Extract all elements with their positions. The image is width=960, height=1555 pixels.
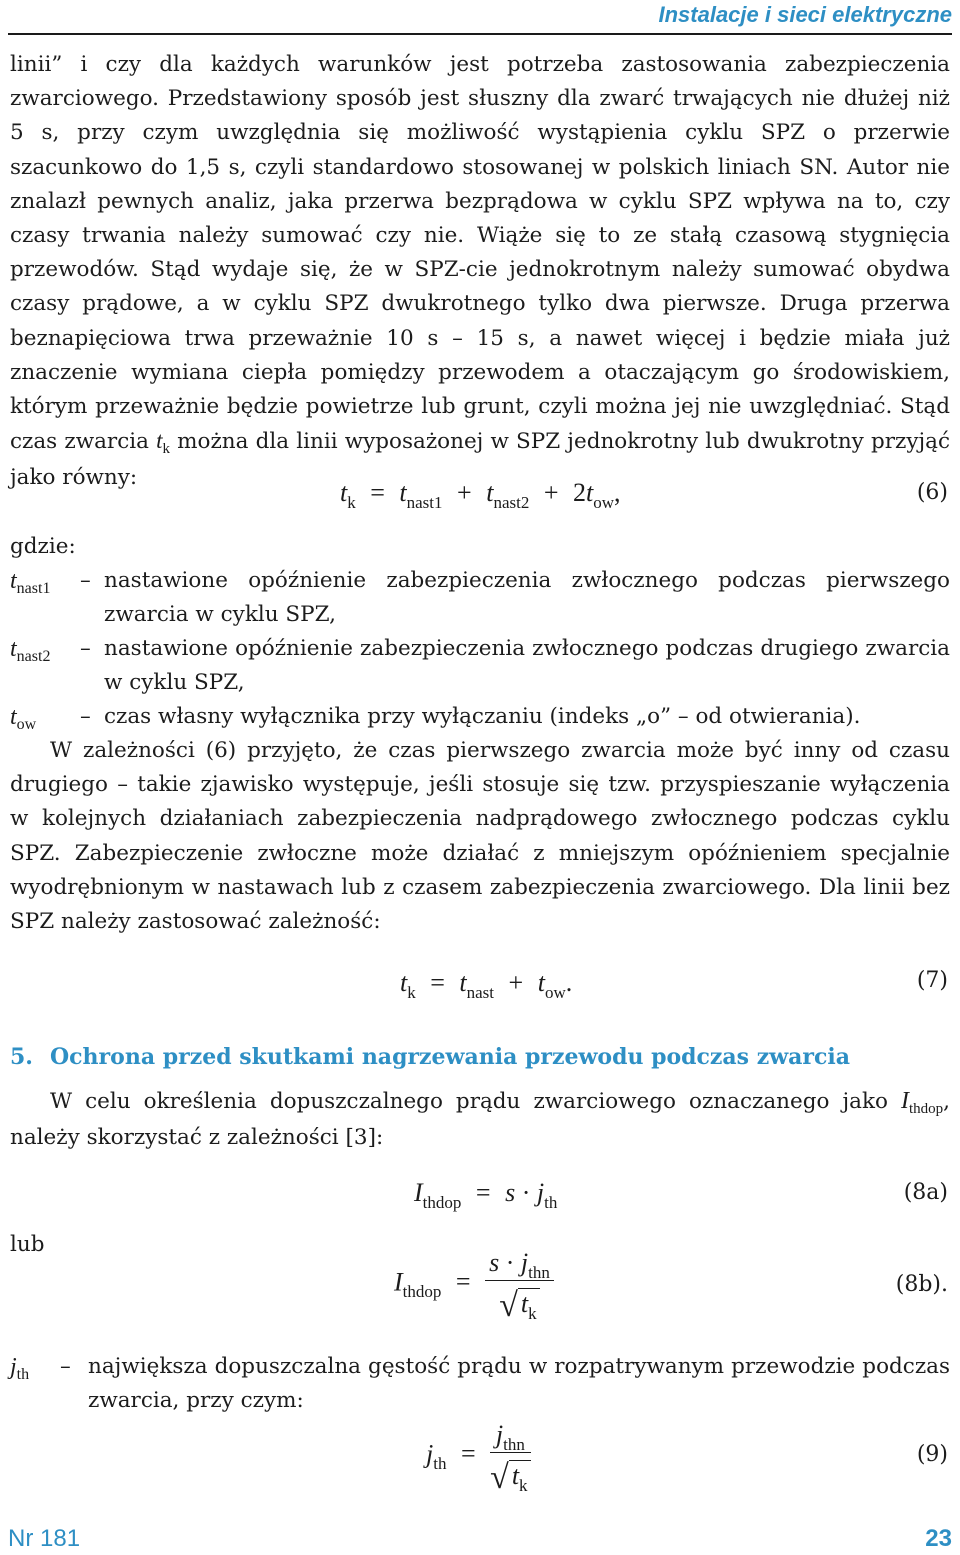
equation-9 — [426, 1420, 531, 1496]
eq8a-j-sub: th — [544, 1193, 558, 1212]
ithdop-subscript: thdop — [908, 1101, 944, 1117]
eq9-equals: = — [460, 1439, 476, 1469]
legend-symbol: t — [10, 636, 17, 662]
eq7-plus: + — [508, 968, 524, 997]
paragraph-2-text: W zależności (6) przyjęto, że czas pierwszego zwarcia może być inny od czasu drugiego – takie zjawisko występuje, jeśli stosuje się tzw. przyspieszanie wyłączenia w kolejnych działaniach zabezpieczenia nadprądowego zwłocznego podczas cyklu SPZ. Zabezpieczenie zwłoczne może działać z mniejszym opóźnieniem specjalnie wyodrębnionym w nastawach lub z czasem zabezpieczenia zwarciowego. Dla linii bez SPZ należy zastosować zależność: — [10, 738, 950, 935]
header-rule — [8, 33, 952, 35]
eq8b-equals: = — [455, 1267, 471, 1297]
legend-description: największa dopuszczalna gęstość prądu w rozpatrywanym przewodzie podczas zwarcia, przy czym: — [88, 1354, 950, 1414]
legend-description: nastawione opóźnienie zabezpieczenia zwłocznego podczas drugiego zwarcia w cyklu SPZ, — [104, 636, 950, 696]
eq8b-t: t — [520, 1289, 529, 1318]
eq9-denominator — [490, 1453, 530, 1496]
paragraph-1 — [10, 48, 950, 496]
tk-subscript: k — [162, 441, 170, 458]
legend-description: czas własny wyłącznika przy wyłączaniu (indeks „o” – od otwierania). — [104, 704, 861, 729]
legend-symbol: t — [10, 704, 17, 730]
eq6-lhs: t — [340, 478, 348, 507]
lub-label: lub — [10, 1232, 45, 1257]
paragraph-3 — [10, 1084, 950, 1155]
eq7-t1-sub: nast — [466, 983, 495, 1002]
eq6-t1: t — [399, 478, 407, 507]
equation-6 — [340, 478, 621, 512]
page-number: 23 — [925, 1525, 952, 1552]
equation-7-number: (7) — [916, 968, 948, 993]
eq8b-j: j — [520, 1248, 529, 1277]
legend-item-tnast2 — [10, 632, 950, 702]
legend-item-jth — [10, 1350, 950, 1420]
eq8b-dot: · — [505, 1248, 515, 1277]
sqrt-icon: √ — [499, 1287, 518, 1324]
eq8b-numerator — [485, 1248, 554, 1281]
eq6-t1-sub: nast1 — [406, 493, 443, 512]
eq6-punct: , — [614, 478, 621, 507]
legend-dash: – — [80, 568, 91, 593]
equation-7 — [400, 968, 573, 1002]
tk-symbol: t — [156, 428, 163, 454]
eq6-coef: 2 — [573, 478, 586, 507]
equation-9-number: (9) — [916, 1442, 948, 1467]
legend-dash: – — [80, 636, 91, 661]
equation-8b-number: (8b). — [895, 1272, 948, 1297]
legend-subscript: th — [16, 1366, 30, 1383]
eq6-t2: t — [486, 478, 494, 507]
issue-number: Nr 181 — [8, 1525, 81, 1552]
legend-item-tow — [10, 700, 950, 736]
eq9-t-sub: k — [519, 1476, 528, 1495]
eq6-t3: t — [586, 478, 594, 507]
legend-dash: – — [80, 704, 91, 729]
legend-item-tnast1 — [10, 564, 950, 634]
eq7-equals: = — [430, 968, 445, 997]
equation-6-number: (6) — [916, 480, 948, 505]
eq9-j-sub: thn — [503, 1435, 525, 1454]
eq9-j: j — [495, 1420, 504, 1449]
eq9-numerator — [490, 1420, 530, 1453]
eq8a-j: j — [536, 1178, 545, 1207]
eq9-lhs-sub: th — [433, 1454, 447, 1474]
eq8b-s: s — [489, 1248, 500, 1277]
gdzie-label: gdzie: — [10, 534, 76, 559]
equation-8a-number: (8a) — [903, 1180, 948, 1205]
paragraph-3-text: W celu określenia dopuszczalnego prądu zwarciowego oznaczanego jako — [50, 1089, 888, 1114]
eq6-t2-sub: nast2 — [493, 493, 530, 512]
paragraph-1-end: można dla linii wyposażonej w SPZ jednokrotny lub dwukrotny przyjąć jako równy: — [10, 429, 950, 491]
journal-title: Instalacje i sieci elektryczne — [658, 2, 952, 27]
eq7-t1: t — [459, 968, 467, 997]
legend-symbol: j — [10, 1354, 17, 1380]
eq6-equals: = — [370, 478, 385, 507]
eq6-lhs-sub: k — [347, 493, 356, 512]
paragraph-2 — [10, 734, 950, 939]
legend-description: nastawione opóźnienie zabezpieczenia zwłocznego podczas pierwszego zwarcia w cyklu SPZ, — [104, 568, 950, 628]
eq9-t: t — [511, 1461, 520, 1490]
eq9-lhs: j — [426, 1439, 434, 1469]
eq6-plus1: + — [457, 478, 472, 507]
eq8a-equals: = — [475, 1178, 491, 1207]
eq8a-lhs-sub: thdop — [422, 1193, 462, 1212]
eq7-punct: . — [565, 968, 573, 997]
eq7-t2-sub: ow — [544, 983, 566, 1002]
section-number: 5. — [10, 1044, 33, 1070]
paragraph-1-text: linii” i czy dla każdych warunków jest potrzeba zastosowania zabezpieczenia zwarciowego. Przedstawiony sposób jest słuszny dla zwarć trwających nie dłużej niż 5 s, przy czym uwzględnia się możliwość wystąpienia cyklu SPZ o przerwie szacunkowo do 1,5 s, czyli standardowo stosowanej w polskich liniach SN. Autor nie znalazł pewnych analiz, jaka przerwa bezprądowa w cyklu SPZ wpływa na to, czy czasy trwania należy sumować czy nie. Wiąże się to ze stałą czasową stygnięcia przewodów. Stąd wydaje się, że w SPZ-cie jednokrotnym należy sumować obydwa czasy prądowe, a w cyklu SPZ dwukrotnego tylko dwa pierwsze. Druga przerwa beznapięciowa trwa przeważnie 10 s – 15 s, a nawet więcej i będzie miała już znaczenie wymiana ciepła pomiędzy przewodem a otaczającym go środowiskiem, którym przeważnie będzie powietrze lub grunt, czyli można jej nie uwzględniać. Stąd czas zwarcia — [10, 52, 950, 455]
eq7-lhs: t — [400, 968, 408, 997]
eq9-fraction — [490, 1420, 530, 1496]
sqrt-icon: √ — [490, 1459, 509, 1496]
section-heading — [10, 1040, 850, 1074]
eq7-t2: t — [537, 968, 545, 997]
ithdop-symbol: I — [900, 1088, 909, 1114]
equation-8a — [414, 1178, 558, 1212]
legend-subscript: nast2 — [16, 648, 51, 665]
paragraph-3-end: , należy skorzystać z zależności [3]: — [10, 1089, 950, 1151]
eq8a-dot: · — [521, 1178, 531, 1207]
eq8b-lhs-sub: thdop — [402, 1282, 442, 1302]
eq8b-denominator — [485, 1281, 554, 1324]
eq6-t3-sub: ow — [593, 493, 615, 512]
eq8a-lhs: I — [414, 1178, 423, 1207]
equation-8b — [394, 1248, 554, 1324]
section-title-text: Ochrona przed skutkami nagrzewania przewodu podczas zwarcia — [50, 1044, 851, 1070]
legend-symbol: t — [10, 568, 17, 594]
legend-dash: – — [60, 1354, 71, 1379]
eq8b-t-sub: k — [528, 1304, 537, 1323]
legend-subscript: ow — [16, 716, 37, 733]
eq8a-s: s — [505, 1178, 516, 1207]
eq6-plus2: + — [543, 478, 559, 507]
eq8b-fraction — [485, 1248, 554, 1324]
legend-subscript: nast1 — [16, 580, 51, 597]
eq7-lhs-sub: k — [407, 983, 416, 1002]
eq8b-j-sub: thn — [528, 1263, 550, 1282]
eq8b-lhs: I — [394, 1267, 403, 1297]
